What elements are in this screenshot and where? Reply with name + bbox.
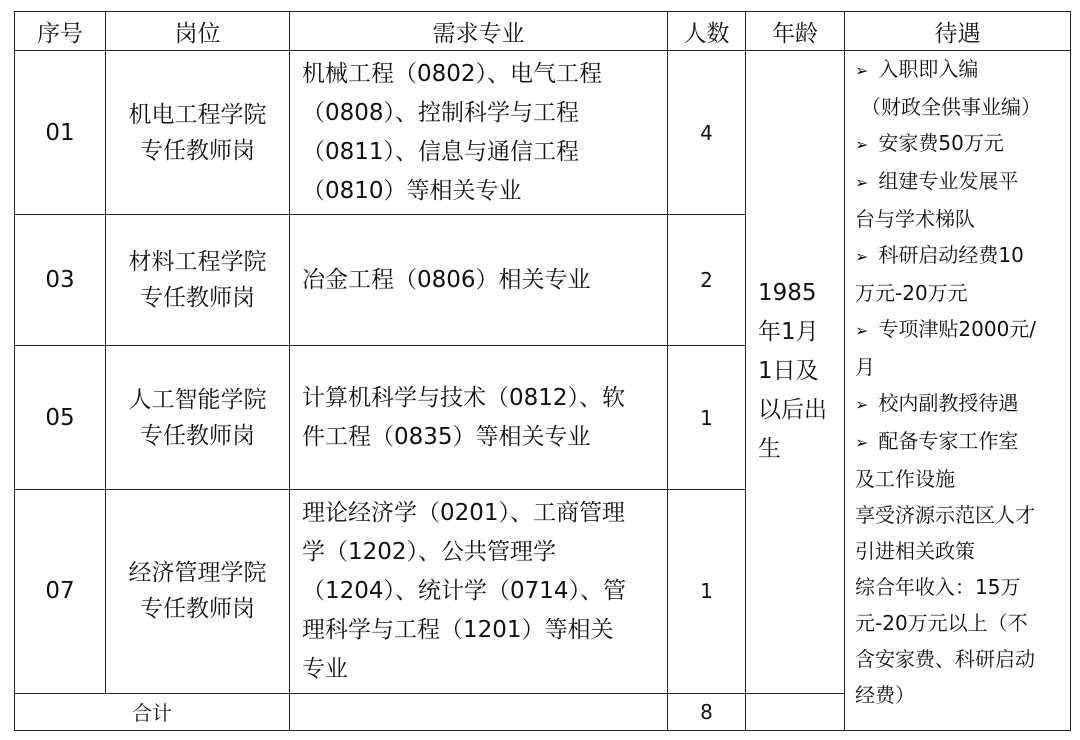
benefits-cell bbox=[845, 51, 1071, 731]
row-no: 07 bbox=[15, 489, 106, 693]
benefit-line bbox=[855, 605, 1064, 641]
row-count: 2 bbox=[668, 215, 746, 346]
total-label: 合计 bbox=[15, 693, 290, 730]
row-post: 材料工程学院 专任教师岗 bbox=[106, 215, 290, 346]
benefit-line bbox=[855, 569, 1064, 605]
benefit-text: 综合年收入：15万 bbox=[855, 575, 1021, 599]
benefit-line bbox=[855, 423, 1064, 461]
benefit-text: 享受济源示范区人才 bbox=[855, 503, 1035, 527]
bullet-arrow-icon: ➢ bbox=[855, 247, 869, 266]
benefit-text: 及工作设施 bbox=[855, 467, 955, 491]
total-age-empty bbox=[746, 693, 845, 730]
row-count: 1 bbox=[668, 346, 746, 489]
recruitment-table bbox=[14, 11, 1071, 731]
benefit-text: 含安家费、科研启动 bbox=[855, 647, 1035, 671]
row-post: 人工智能学院 专任教师岗 bbox=[106, 346, 290, 489]
header-row bbox=[15, 12, 1071, 51]
benefit-line bbox=[855, 461, 1064, 497]
benefit-line bbox=[855, 237, 1064, 275]
benefit-line bbox=[855, 275, 1064, 311]
table-row bbox=[15, 51, 1071, 215]
header-age: 年龄 bbox=[746, 12, 845, 51]
bullet-arrow-icon: ➢ bbox=[855, 135, 869, 154]
benefit-text: 入职即入编 bbox=[878, 57, 979, 81]
benefit-line bbox=[855, 311, 1064, 349]
row-count: 1 bbox=[668, 489, 746, 693]
bullet-arrow-icon: ➢ bbox=[855, 321, 869, 340]
benefit-line bbox=[855, 533, 1064, 569]
benefit-text: 台与学术梯队 bbox=[855, 207, 975, 231]
total-count: 8 bbox=[668, 693, 746, 730]
benefit-line bbox=[855, 89, 1064, 125]
row-no: 01 bbox=[15, 51, 106, 215]
benefit-text: 校内副教授待遇 bbox=[878, 391, 1019, 415]
benefit-text: 元-20万元以上（不 bbox=[855, 611, 1028, 635]
row-no: 05 bbox=[15, 346, 106, 489]
benefits-list bbox=[855, 51, 1064, 713]
benefit-line bbox=[855, 51, 1064, 89]
row-major: 冶金工程（0806）相关专业 bbox=[290, 215, 668, 346]
benefit-text: 专项津贴2000元/ bbox=[878, 317, 1037, 341]
benefit-text: 安家费50万元 bbox=[878, 131, 1004, 155]
benefit-line bbox=[855, 677, 1064, 713]
row-no: 03 bbox=[15, 215, 106, 346]
header-post: 岗位 bbox=[106, 12, 290, 51]
benefit-line bbox=[855, 201, 1064, 237]
row-post: 经济管理学院 专任教师岗 bbox=[106, 489, 290, 693]
benefit-text: 月 bbox=[855, 355, 875, 379]
row-major: 计算机科学与技术（0812）、软 件工程（0835）等相关专业 bbox=[290, 346, 668, 489]
benefit-text: 经费） bbox=[855, 683, 915, 707]
bullet-arrow-icon: ➢ bbox=[855, 173, 869, 192]
benefit-line bbox=[855, 497, 1064, 533]
bullet-arrow-icon: ➢ bbox=[855, 61, 869, 80]
benefit-text: （财政全供事业编） bbox=[861, 95, 1041, 119]
benefit-line bbox=[855, 349, 1064, 385]
bullet-arrow-icon: ➢ bbox=[855, 395, 869, 414]
row-post: 机电工程学院 专任教师岗 bbox=[106, 51, 290, 215]
row-count: 4 bbox=[668, 51, 746, 215]
benefit-text: 科研启动经费10 bbox=[878, 243, 1024, 267]
benefit-text: 配备专家工作室 bbox=[878, 429, 1019, 453]
benefit-text: 万元-20万元 bbox=[855, 281, 968, 305]
benefit-text: 组建专业发展平 bbox=[878, 169, 1019, 193]
header-no: 序号 bbox=[15, 12, 106, 51]
header-major: 需求专业 bbox=[290, 12, 668, 51]
bullet-arrow-icon: ➢ bbox=[855, 433, 869, 452]
benefit-line bbox=[855, 163, 1064, 201]
benefit-line bbox=[855, 641, 1064, 677]
row-major: 理论经济学（0201）、工商管理 学（1202）、公共管理学 （1204）、统计学（0714）、管 理科学与工程（1201）等相关 专业 bbox=[290, 489, 668, 693]
header-count: 人数 bbox=[668, 12, 746, 51]
row-major: 机械工程（0802）、电气工程 （0808）、控制科学与工程 （0811）、信息与通信工程 （0810）等相关专业 bbox=[290, 51, 668, 215]
benefit-text: 引进相关政策 bbox=[855, 539, 975, 563]
total-major-empty bbox=[290, 693, 668, 730]
header-benefits: 待遇 bbox=[845, 12, 1071, 51]
age-requirement: 1985 年1月 1日及 以后出 生 bbox=[746, 51, 845, 694]
benefit-line bbox=[855, 385, 1064, 423]
benefit-line bbox=[855, 125, 1064, 163]
